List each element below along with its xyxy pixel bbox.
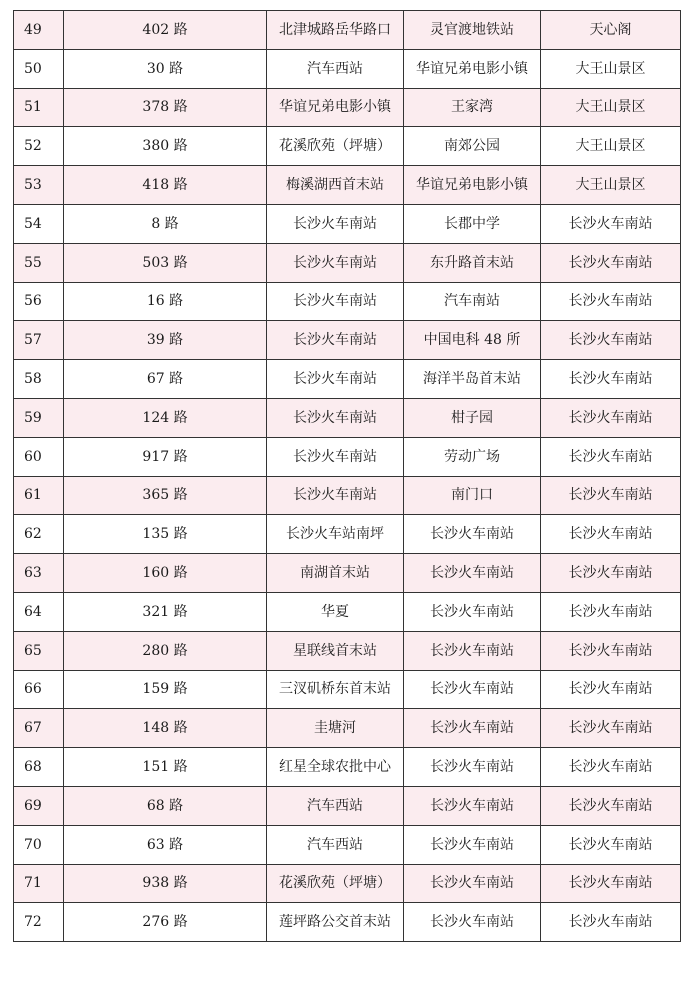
row-number-cell: 52: [14, 127, 64, 166]
stop-c-cell: 长沙火车南站: [541, 903, 681, 942]
stop-b-cell: 长沙火车南站: [404, 515, 541, 554]
row-number-cell: 51: [14, 88, 64, 127]
stop-a-cell: 汽车西站: [267, 786, 404, 825]
stop-b-cell: 南郊公园: [404, 127, 541, 166]
stop-c-cell: 长沙火车南站: [541, 748, 681, 787]
route-cell: 365 路: [64, 476, 267, 515]
row-number-cell: 53: [14, 166, 64, 205]
table-row: [14, 49, 681, 88]
row-number-cell: 57: [14, 321, 64, 360]
stop-b-cell: 长沙火车南站: [404, 670, 541, 709]
stop-a-cell: 华夏: [267, 592, 404, 631]
row-number-cell: 62: [14, 515, 64, 554]
stop-b-cell: 长沙火车南站: [404, 786, 541, 825]
row-number-cell: 69: [14, 786, 64, 825]
stop-b-cell: 长沙火车南站: [404, 592, 541, 631]
stop-c-cell: 长沙火车南站: [541, 282, 681, 321]
stop-c-cell: 长沙火车南站: [541, 398, 681, 437]
stop-a-cell: 长沙火车站南坪: [267, 515, 404, 554]
stop-b-cell: 长沙火车南站: [404, 748, 541, 787]
route-cell: 402 路: [64, 11, 267, 50]
row-number-cell: 50: [14, 49, 64, 88]
stop-a-cell: 长沙火车南站: [267, 243, 404, 282]
row-number-cell: 58: [14, 360, 64, 399]
table-body: [14, 11, 681, 942]
stop-a-cell: 长沙火车南站: [267, 321, 404, 360]
route-cell: 503 路: [64, 243, 267, 282]
route-cell: 418 路: [64, 166, 267, 205]
stop-a-cell: 长沙火车南站: [267, 476, 404, 515]
route-cell: 39 路: [64, 321, 267, 360]
route-cell: 63 路: [64, 825, 267, 864]
stop-b-cell: 汽车南站: [404, 282, 541, 321]
route-cell: 378 路: [64, 88, 267, 127]
stop-b-cell: 灵官渡地铁站: [404, 11, 541, 50]
route-cell: 321 路: [64, 592, 267, 631]
stop-c-cell: 大王山景区: [541, 166, 681, 205]
row-number-cell: 65: [14, 631, 64, 670]
stop-c-cell: 长沙火车南站: [541, 476, 681, 515]
stop-c-cell: 长沙火车南站: [541, 437, 681, 476]
row-number-cell: 66: [14, 670, 64, 709]
stop-a-cell: 梅溪湖西首末站: [267, 166, 404, 205]
row-number-cell: 49: [14, 11, 64, 50]
stop-c-cell: 大王山景区: [541, 127, 681, 166]
route-cell: 276 路: [64, 903, 267, 942]
table-row: [14, 709, 681, 748]
route-cell: 8 路: [64, 204, 267, 243]
stop-c-cell: 长沙火车南站: [541, 243, 681, 282]
table-row: [14, 554, 681, 593]
bus-route-table: [13, 10, 681, 942]
stop-b-cell: 柑子园: [404, 398, 541, 437]
table-row: [14, 243, 681, 282]
stop-c-cell: 长沙火车南站: [541, 631, 681, 670]
stop-a-cell: 长沙火车南站: [267, 360, 404, 399]
row-number-cell: 71: [14, 864, 64, 903]
stop-b-cell: 海洋半岛首末站: [404, 360, 541, 399]
stop-b-cell: 华谊兄弟电影小镇: [404, 166, 541, 205]
stop-b-cell: 南门口: [404, 476, 541, 515]
route-cell: 30 路: [64, 49, 267, 88]
table-row: [14, 437, 681, 476]
stop-b-cell: 长沙火车南站: [404, 903, 541, 942]
row-number-cell: 59: [14, 398, 64, 437]
table-row: [14, 360, 681, 399]
stop-c-cell: 天心阁: [541, 11, 681, 50]
stop-b-cell: 劳动广场: [404, 437, 541, 476]
route-cell: 67 路: [64, 360, 267, 399]
stop-c-cell: 长沙火车南站: [541, 709, 681, 748]
route-cell: 938 路: [64, 864, 267, 903]
stop-b-cell: 长沙火车南站: [404, 864, 541, 903]
stop-b-cell: 东升路首末站: [404, 243, 541, 282]
stop-a-cell: 长沙火车南站: [267, 282, 404, 321]
row-number-cell: 70: [14, 825, 64, 864]
document-page: [13, 10, 680, 942]
row-number-cell: 60: [14, 437, 64, 476]
table-row: [14, 11, 681, 50]
stop-c-cell: 长沙火车南站: [541, 554, 681, 593]
stop-a-cell: 汽车西站: [267, 825, 404, 864]
table-row: [14, 204, 681, 243]
table-row: [14, 786, 681, 825]
table-row: [14, 864, 681, 903]
table-row: [14, 282, 681, 321]
stop-b-cell: 华谊兄弟电影小镇: [404, 49, 541, 88]
stop-b-cell: 中国电科 48 所: [404, 321, 541, 360]
route-cell: 148 路: [64, 709, 267, 748]
stop-a-cell: 长沙火车南站: [267, 398, 404, 437]
stop-c-cell: 大王山景区: [541, 49, 681, 88]
stop-c-cell: 长沙火车南站: [541, 360, 681, 399]
stop-c-cell: 长沙火车南站: [541, 204, 681, 243]
row-number-cell: 72: [14, 903, 64, 942]
table-row: [14, 748, 681, 787]
row-number-cell: 64: [14, 592, 64, 631]
route-cell: 135 路: [64, 515, 267, 554]
stop-a-cell: 北津城路岳华路口: [267, 11, 404, 50]
route-cell: 380 路: [64, 127, 267, 166]
stop-c-cell: 长沙火车南站: [541, 515, 681, 554]
stop-a-cell: 长沙火车南站: [267, 437, 404, 476]
route-cell: 159 路: [64, 670, 267, 709]
route-cell: 68 路: [64, 786, 267, 825]
route-cell: 160 路: [64, 554, 267, 593]
row-number-cell: 55: [14, 243, 64, 282]
route-cell: 280 路: [64, 631, 267, 670]
stop-a-cell: 星联线首末站: [267, 631, 404, 670]
table-row: [14, 476, 681, 515]
row-number-cell: 63: [14, 554, 64, 593]
stop-b-cell: 长沙火车南站: [404, 631, 541, 670]
row-number-cell: 67: [14, 709, 64, 748]
table-row: [14, 631, 681, 670]
table-row: [14, 670, 681, 709]
stop-a-cell: 华谊兄弟电影小镇: [267, 88, 404, 127]
table-row: [14, 398, 681, 437]
table-row: [14, 88, 681, 127]
stop-a-cell: 莲坪路公交首末站: [267, 903, 404, 942]
stop-b-cell: 长沙火车南站: [404, 554, 541, 593]
stop-a-cell: 三汊矶桥东首末站: [267, 670, 404, 709]
stop-a-cell: 红星全球农批中心: [267, 748, 404, 787]
stop-a-cell: 花溪欣苑（坪塘）: [267, 127, 404, 166]
stop-a-cell: 汽车西站: [267, 49, 404, 88]
stop-b-cell: 长郡中学: [404, 204, 541, 243]
stop-a-cell: 花溪欣苑（坪塘）: [267, 864, 404, 903]
stop-a-cell: 长沙火车南站: [267, 204, 404, 243]
route-cell: 151 路: [64, 748, 267, 787]
row-number-cell: 54: [14, 204, 64, 243]
stop-a-cell: 南湖首末站: [267, 554, 404, 593]
stop-a-cell: 圭塘河: [267, 709, 404, 748]
stop-c-cell: 大王山景区: [541, 88, 681, 127]
route-cell: 917 路: [64, 437, 267, 476]
table-row: [14, 166, 681, 205]
table-row: [14, 825, 681, 864]
table-row: [14, 127, 681, 166]
route-cell: 124 路: [64, 398, 267, 437]
stop-c-cell: 长沙火车南站: [541, 786, 681, 825]
stop-c-cell: 长沙火车南站: [541, 592, 681, 631]
stop-c-cell: 长沙火车南站: [541, 670, 681, 709]
stop-c-cell: 长沙火车南站: [541, 864, 681, 903]
row-number-cell: 68: [14, 748, 64, 787]
stop-b-cell: 长沙火车南站: [404, 709, 541, 748]
table-row: [14, 515, 681, 554]
table-row: [14, 592, 681, 631]
route-cell: 16 路: [64, 282, 267, 321]
row-number-cell: 56: [14, 282, 64, 321]
row-number-cell: 61: [14, 476, 64, 515]
stop-b-cell: 王家湾: [404, 88, 541, 127]
table-row: [14, 321, 681, 360]
stop-c-cell: 长沙火车南站: [541, 321, 681, 360]
stop-c-cell: 长沙火车南站: [541, 825, 681, 864]
table-row: [14, 903, 681, 942]
stop-b-cell: 长沙火车南站: [404, 825, 541, 864]
